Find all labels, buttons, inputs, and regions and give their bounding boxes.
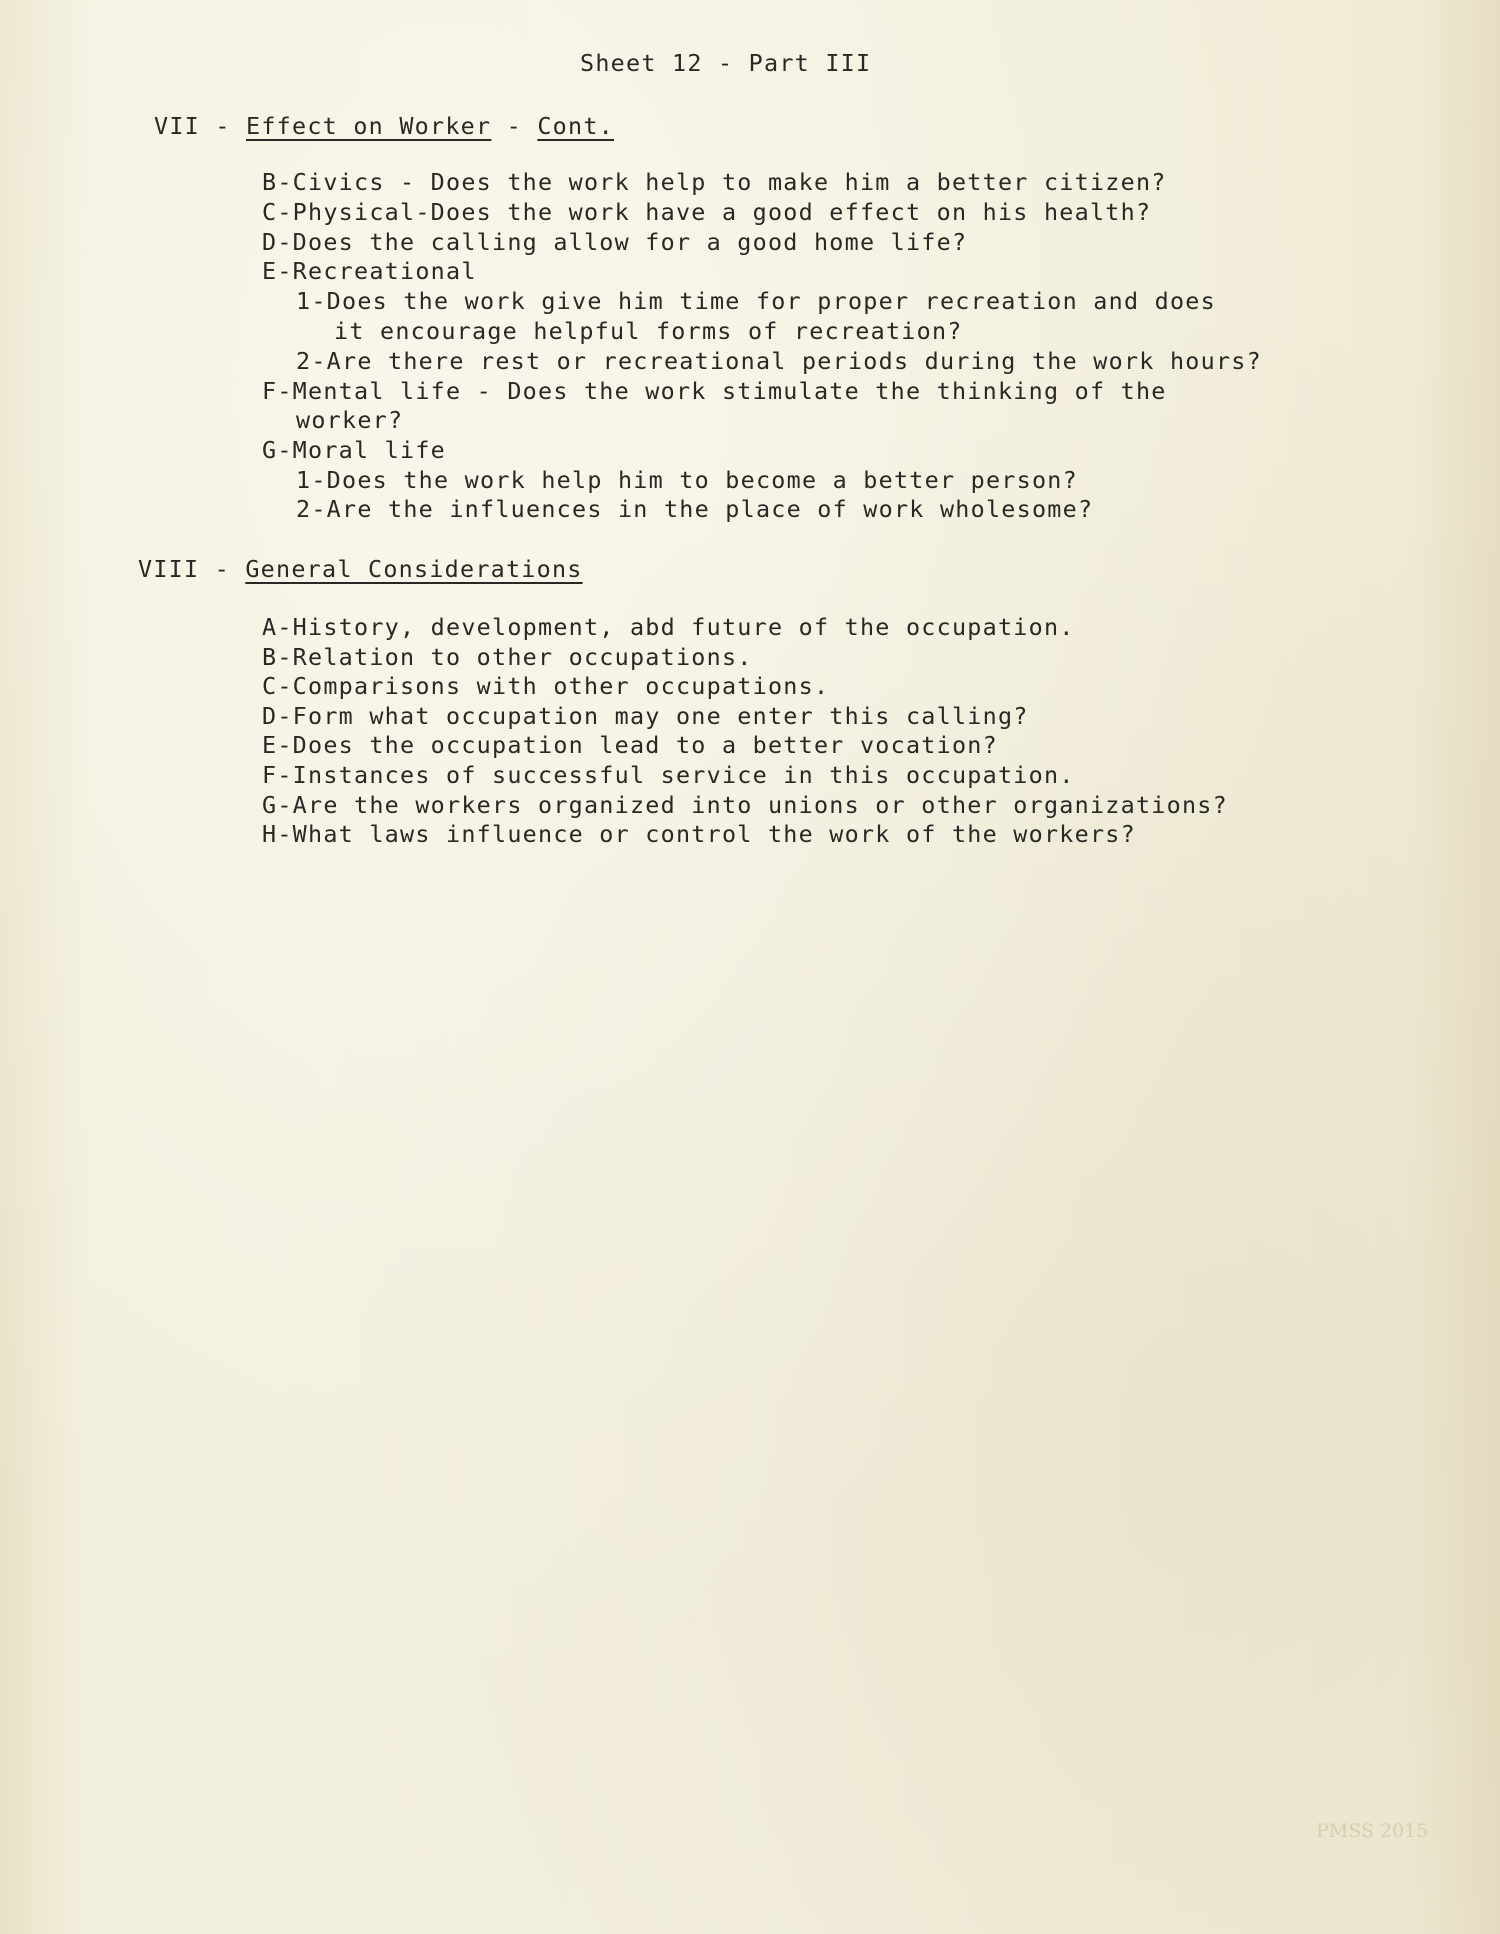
section-heading-viii xyxy=(138,554,583,584)
outline-item: H-What laws influence or control the work of the workers? xyxy=(262,820,1136,848)
outline-item: E-Recreational xyxy=(262,257,477,285)
outline-item: C-Comparisons with other occupations. xyxy=(262,672,830,700)
outline-continuation: worker? xyxy=(296,406,404,434)
outline-item: G-Moral life xyxy=(262,436,446,464)
section-title-cont: Cont. xyxy=(537,112,614,140)
outline-item: E-Does the occupation lead to a better vocation? xyxy=(262,731,998,759)
outline-continuation: it encourage helpful forms of recreation? xyxy=(334,317,963,345)
section-title: General Considerations xyxy=(245,555,583,583)
section-numeral: VII - xyxy=(154,112,246,140)
page-title: Sheet 12 - Part III xyxy=(580,49,872,77)
section-title: Effect on Worker xyxy=(246,112,492,140)
outline-item: A-History, development, abd future of the occupation. xyxy=(262,613,1075,641)
outline-subitem: 1-Does the work give him time for proper recreation and does xyxy=(296,287,1216,315)
outline-item: F-Mental life - Does the work stimulate the thinking of the xyxy=(262,377,1167,405)
archive-watermark: PMSS 2015 xyxy=(1316,1820,1429,1842)
section-heading-vii xyxy=(154,111,614,141)
outline-subitem: 1-Does the work help him to become a better person? xyxy=(296,466,1078,494)
outline-item: B-Relation to other occupations. xyxy=(262,643,753,671)
outline-item: B-Civics - Does the work help to make him a better citizen? xyxy=(262,168,1167,196)
section-numeral: VIII - xyxy=(138,555,246,583)
outline-subitem: 2-Are the influences in the place of work wholesome? xyxy=(296,495,1094,523)
heading-separator: - xyxy=(491,112,538,140)
outline-item: C-Physical-Does the work have a good effect on his health? xyxy=(262,198,1152,226)
outline-item: D-Form what occupation may one enter this calling? xyxy=(262,702,1029,730)
outline-item: D-Does the calling allow for a good home life? xyxy=(262,228,968,256)
outline-item: F-Instances of successful service in this occupation. xyxy=(262,761,1075,789)
outline-subitem: 2-Are there rest or recreational periods during the work hours? xyxy=(296,347,1262,375)
outline-item: G-Are the workers organized into unions or other organizations? xyxy=(262,791,1228,819)
